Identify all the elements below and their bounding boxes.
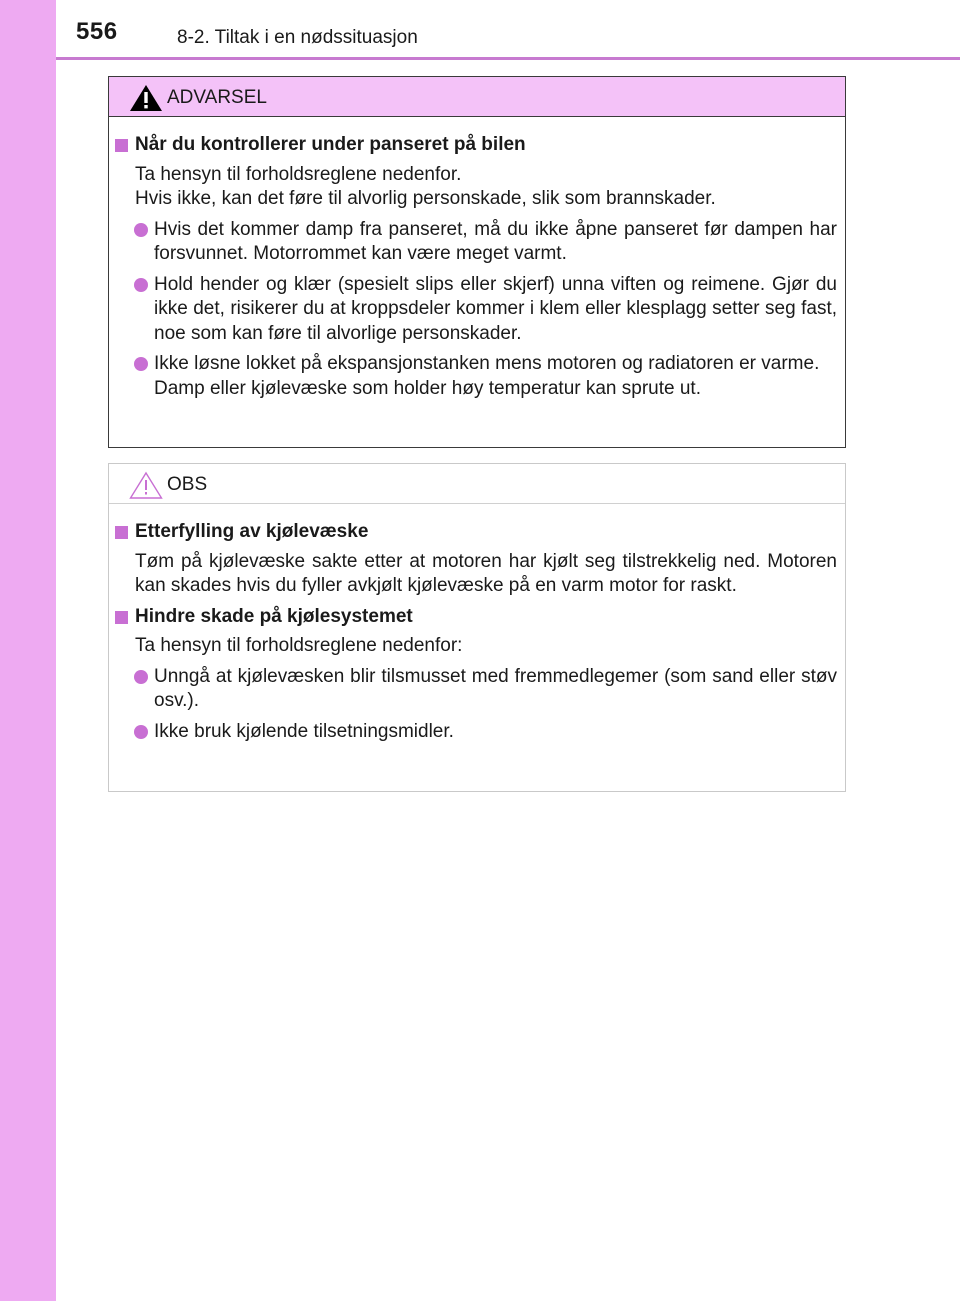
list-item	[115, 352, 837, 401]
warning-triangle-icon	[129, 84, 163, 112]
list-item	[115, 665, 837, 714]
section-title: 8-2. Tiltak i en nødssituasjon	[177, 27, 418, 48]
warning-intro-line: Hvis ikke, kan det føre til alvorlig personskade, slik som brannskader.	[135, 188, 716, 209]
list-item-text: Ikke løsne lokket på ekspansjonstanken mens motoren og radiatoren er varme.	[154, 353, 820, 374]
page-side-strip	[0, 0, 56, 1301]
notice-paragraph-text: Ta hensyn til forholdsreglene nedenfor:	[135, 635, 463, 656]
list-item-text: Damp eller kjølevæske som holder høy temperatur kan sprute ut.	[154, 377, 701, 399]
round-bullet-icon	[134, 223, 148, 237]
list-item	[115, 273, 837, 347]
notice-box-header	[109, 464, 845, 504]
warning-box	[108, 76, 846, 448]
notice-paragraph	[115, 550, 837, 599]
notice-paragraph-text: Tøm på kjølevæske sakte etter at motoren har kjølt seg tilstrekkelig ned. Motoren kan skades hvis du fyller avkjølt kjølevæske på en varm motor for raskt.	[135, 550, 837, 596]
notice-box	[108, 463, 846, 792]
warning-box-header	[109, 77, 845, 117]
notice-heading-text: Hindre skade på kjølesystemet	[135, 605, 413, 627]
list-item-text: Hvis det kommer damp fra panseret, må du ikke åpne panseret før dampen har forsvunnet. Motorrommet kan være meget varmt.	[154, 218, 837, 264]
warning-box-body	[115, 133, 837, 407]
notice-heading	[115, 605, 837, 630]
notice-box-body	[115, 520, 837, 750]
notice-label: OBS	[167, 474, 208, 495]
warning-intro	[115, 163, 837, 212]
notice-paragraph	[115, 634, 837, 659]
round-bullet-icon	[134, 357, 148, 371]
round-bullet-icon	[134, 725, 148, 739]
page-number: 556	[76, 18, 118, 45]
warning-label: ADVARSEL	[167, 87, 267, 108]
caution-outline-triangle-icon	[129, 471, 163, 499]
round-bullet-icon	[134, 670, 148, 684]
header-rule	[56, 57, 960, 60]
list-item	[115, 720, 837, 745]
round-bullet-icon	[134, 278, 148, 292]
list-item	[115, 218, 837, 267]
warning-intro-line: Ta hensyn til forholdsreglene nedenfor.	[135, 163, 462, 185]
list-item-text: Unngå at kjølevæsken blir tilsmusset med fremmedlegemer (som sand eller støv osv.).	[154, 665, 837, 711]
list-item-text: Hold hender og klær (spesielt slips eller skjerf) unna viften og reimene. Gjør du ikke det, risikerer du at kroppsdeler kommer i klem eller klesplagg setter seg fast, noe som kan føre til alvorlige personskader.	[154, 273, 837, 344]
warning-heading-text: Når du kontrollerer under panseret på bilen	[135, 134, 526, 155]
notice-heading	[115, 520, 837, 545]
square-bullet-icon	[115, 139, 128, 152]
notice-heading-text: Etterfylling av kjølevæske	[135, 521, 369, 542]
warning-heading	[115, 133, 837, 158]
list-item-text: Ikke bruk kjølende tilsetningsmidler.	[154, 720, 454, 742]
square-bullet-icon	[115, 526, 128, 539]
square-bullet-icon	[115, 611, 128, 624]
page-top-band	[0, 0, 960, 58]
